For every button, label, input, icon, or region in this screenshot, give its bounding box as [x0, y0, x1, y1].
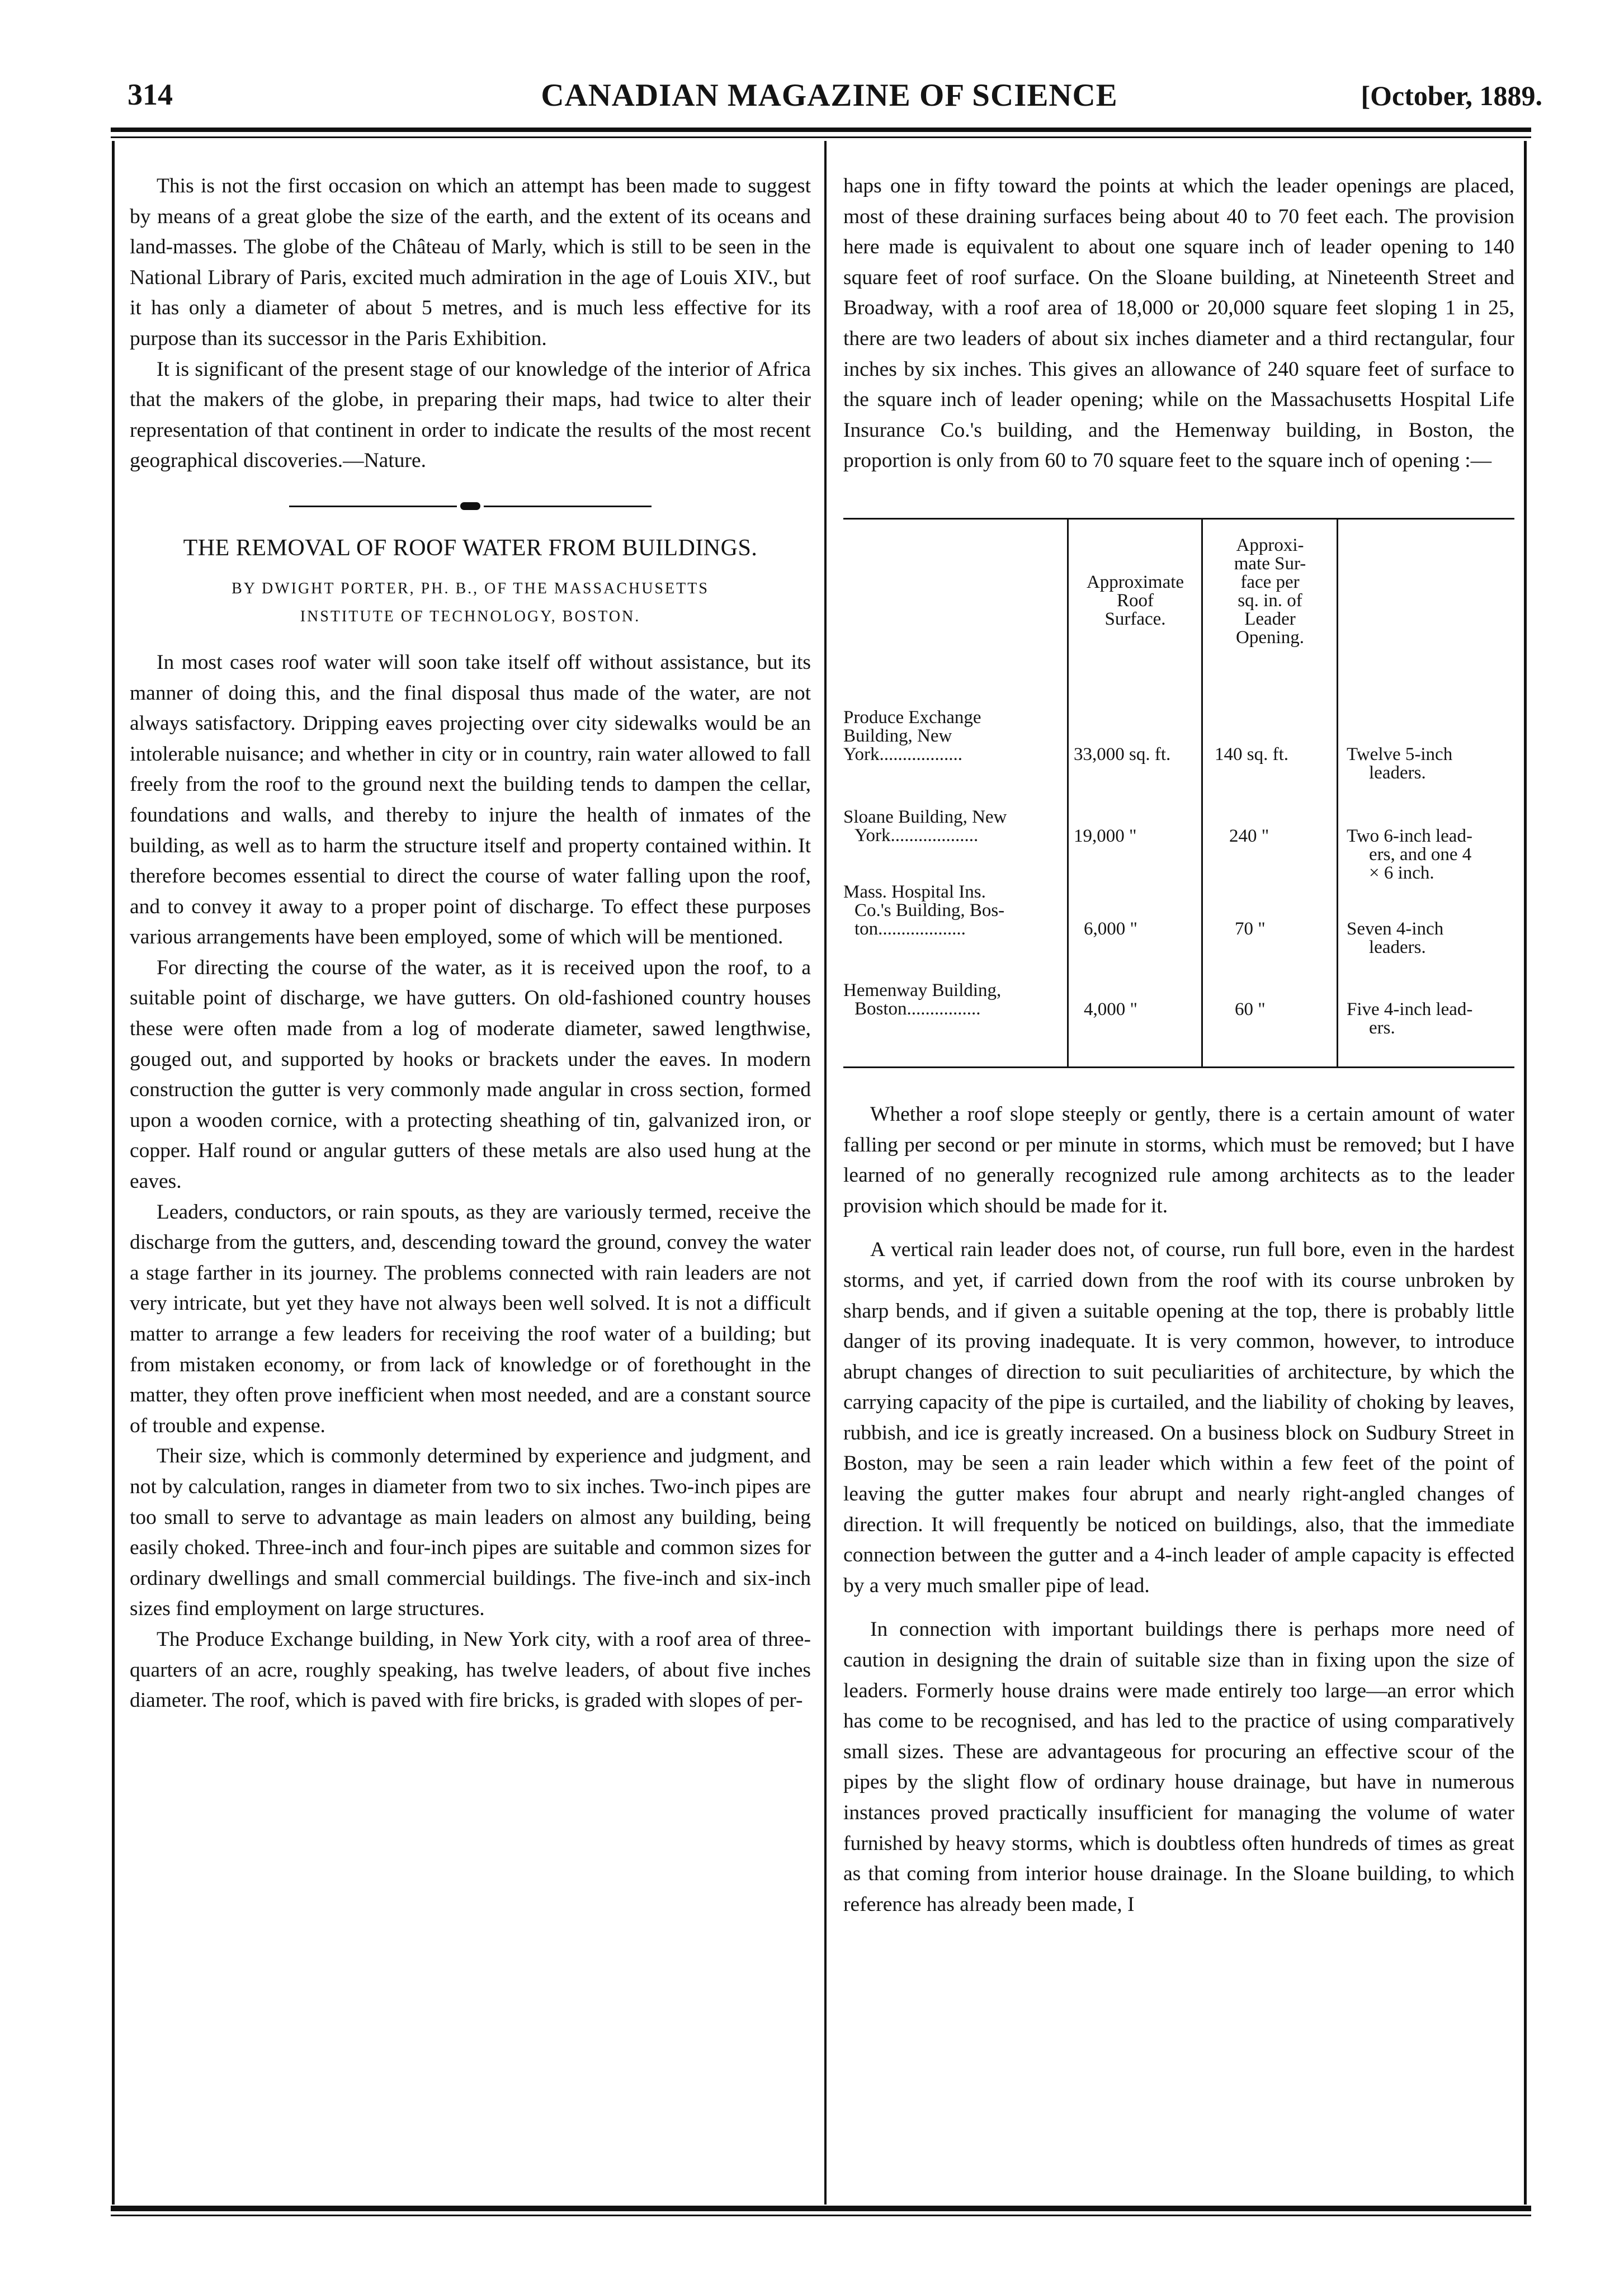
running-title: CANADIAN MAGAZINE OF SCIENCE — [541, 78, 1118, 113]
body-paragraph-1: In most cases roof water will soon take itself off without assistance, but its manner of doing this, and the final disposal thus made of the water, are not always satisfactory. Dripping eaves projecting over city sidewalks would be an intolerable nuisance; and whether in city or in country, rain water allowed to fall freely from the roof to the ground next the building tends to dampen the cellar, foundations and walls, and thereby to injure the health of inmates of the building, as well as to harm the structure itself and property contained within. It therefore becomes essential to direct the course of water falling upon the roof, and to convey it away to a proper point of discharge. To effect these purposes various arrangements have been employed, some of which will be mentioned. — [130, 650, 811, 949]
table-cell-roof-3: 6,000 " — [1084, 918, 1137, 939]
body-paragraph-2: For directing the course of the water, as it is received upon the roof, to a suitable point of discharge, we have gutters. On old-fashioned country houses these were often made from a log of moderate diameter, sawed lengthwise, gouged out, and supported by hooks or brackets under the eaves. In modern construction the gutter is very commonly made angular in cross section, formed upon a wooden cornice, with a protecting sheathing of tin, galvanized iron, or copper. Half round or angular gutters of these metals are also used hung at the eaves. — [130, 956, 811, 1193]
table-note-1: Twelve 5-inch leaders. — [1347, 744, 1453, 783]
article-title: THE REMOVAL OF ROOF WATER FROM BUILDINGS. — [183, 535, 758, 561]
table-note-2: Two 6-inch lead- ers, and one 4 × 6 inch. — [1347, 825, 1472, 883]
header-rule-thin — [111, 136, 1531, 138]
table-header-roof-surface: Approximate Roof Surface. — [1086, 572, 1184, 629]
body-paragraph-3: Leaders, conductors, or rain spouts, as they are variously termed, receive the discharge from the gutters, and, descending toward the ground, convey the water a stage farther in its journey. The problems connected with rain leaders are not very intricate, but yet they have not always been well solved. It is not a difficult matter to arrange a few leaders for receiving the roof water of a building; but from mistaken economy, or from lack of knowledge or of forethought in the matter, they often prove inefficient when most needed, and are a constant source of trouble and expense. — [130, 1200, 811, 1437]
table-cell-roof-1: 33,000 sq. ft. — [1074, 744, 1171, 764]
table-col-rule-1 — [1067, 520, 1069, 1066]
byline-line-1: BY DWIGHT PORTER, PH. B., OF THE MASSACHUSETTS — [232, 579, 709, 597]
left-column — [130, 171, 811, 1716]
right-paragraph-1: Whether a roof slope steeply or gently, there is a certain amount of water falling per second or per minute in storms, which must be removed; but I have learned of no generally recognized rule among architects as to the leader provision which should be made for it. — [843, 1102, 1514, 1217]
footer-rule-thin — [111, 2215, 1531, 2216]
leader-table — [843, 518, 1514, 1068]
page-header — [116, 77, 1542, 122]
continued-paragraph: haps one in fifty toward the points at which the leader openings are placed, most of these draining surfaces being about 40 to 70 feet each. The provision here made is equivalent to about one square inch of leader opening to 140 square feet of roof surface. On the Sloane building, at Nineteenth Street and Broadway, with a roof area of 18,000 or 20,000 square feet sloping 1 in 25, there are two leaders of about six inches diameter and a third rectangular, four inches by six inches. This gives an allowance of 240 square feet of surface to the square inch of leader opening; while on the Massachusetts Hospital Life Insurance Co.'s building, and the Hemenway building, in Boston, the proportion is only from 60 to 70 square feet to the square inch of opening :— — [843, 174, 1514, 473]
intro-paragraph-2: It is significant of the present stage of our knowledge of the interior of Africa that the makers of the globe, in preparing their maps, had twice to alter their representation of that continent in order to indicate the results of the most recent geographical discoveries.—Nature. — [130, 357, 811, 473]
section-separator — [130, 501, 811, 512]
table-row-name-sloane: Sloane Building, New York................... — [843, 806, 1007, 846]
table-row-name-mass-hospital: Mass. Hospital Ins. Co.'s Building, Bos- ton................... — [843, 881, 1005, 939]
table-col-rule-3 — [1337, 520, 1338, 1066]
table-note-3: Seven 4-inch leaders. — [1347, 918, 1444, 957]
table-cell-per-inch-4: 60 " — [1235, 999, 1266, 1019]
table-cell-per-inch-2: 240 " — [1229, 825, 1269, 846]
table-row-name-produce-exchange: Produce Exchange Building, New York.................. — [843, 707, 981, 764]
table-cell-per-inch-3: 70 " — [1235, 918, 1266, 939]
table-note-4: Five 4-inch lead- ers. — [1347, 999, 1473, 1038]
table-col-rule-2 — [1201, 520, 1203, 1066]
page-number: 314 — [128, 78, 173, 111]
body-paragraph-4: Their size, which is commonly determined by experience and judgment, and not by calculation, ranges in diameter from two to six inches. Two-inch pipes are too small to serve to advantage as main leaders on almost any building, being easily choked. Three-inch and four-inch pipes are suitable and common sizes for ordinary dwellings and small commercial buildings. The five-inch and six-inch sizes find employment on large structures. — [130, 1445, 811, 1621]
header-rule — [111, 128, 1531, 132]
right-paragraph-3: In connection with important buildings there is perhaps more need of caution in designing the drain of suitable size than in fixing upon the size of leaders. Formerly house drains were made entirely too large—an error which has come to be recognised, and has led to the practice of using comparatively small sizes. These are advantageous for procuring an effective scour of the pipes by the slight flow of ordinary house drainage, but have in numerous instances proved practically insufficient for managing the volume of water furnished by heavy storms, which is doubtless often hundreds of times as great as that coming from interior house drainage. In the Sloane building, to which reference has already been made, I — [843, 1618, 1514, 1916]
column-divider — [824, 141, 827, 2205]
byline-line-2: INSTITUTE OF TECHNOLOGY, BOSTON. — [300, 607, 641, 625]
intro-paragraph-1: This is not the first occasion on which an attempt has been made to suggest by means of a great globe the size of the earth, and the extent of its oceans and land-masses. The globe of the Château of Marly, which is still to be seen in the National Library of Paris, excited much admiration in the age of Louis XIV., but it has only a diameter of about 5 metres, and is much less effective for its purpose than its successor in the Paris Exhibition. — [130, 174, 811, 350]
footer-rule — [111, 2206, 1531, 2211]
body-paragraph-5: The Produce Exchange building, in New York city, with a roof area of three-quarters of an acre, roughly speaking, has twelve leaders, of about five inches diameter. The roof, which is paved with fire bricks, is graded with slopes of per- — [130, 1627, 811, 1712]
right-column — [843, 171, 1514, 1920]
table-header-surface-per-inch: Approxi- mate Sur- face per sq. in. of Leader Opening. — [1234, 535, 1306, 648]
article-byline — [130, 575, 811, 631]
table-cell-roof-2: 19,000 " — [1074, 825, 1137, 846]
right-paragraph-2: A vertical rain leader does not, of course, run full bore, even in the hardest storms, and yet, if carried down from the roof with its course unbroken by sharp bends, and if given a suitable opening at the top, there is probably little danger of its proving inadequate. It is very common, however, to introduce abrupt changes of direction to suit peculiarities of architecture, by which the carrying capacity of the pipe is curtailed, and the liability of choking by leaves, rubbish, and ice is greatly increased. On a business block on Sudbury Street in Boston, may be seen a rain leader which within a few feet of the point of leaving the gutter makes four abrupt and nearly right-angled changes of direction. It will frequently be noticed on buildings, also, that the immediate connection between the gutter and a 4-inch leader of ample capacity is effected by a very much smaller pipe of lead. — [843, 1238, 1514, 1597]
table-cell-roof-4: 4,000 " — [1084, 999, 1137, 1019]
table-row-name-hemenway: Hemenway Building, Boston................ — [843, 980, 1002, 1019]
issue-date: [October, 1889. — [1361, 80, 1542, 111]
table-cell-per-inch-1: 140 sq. ft. — [1215, 744, 1288, 764]
